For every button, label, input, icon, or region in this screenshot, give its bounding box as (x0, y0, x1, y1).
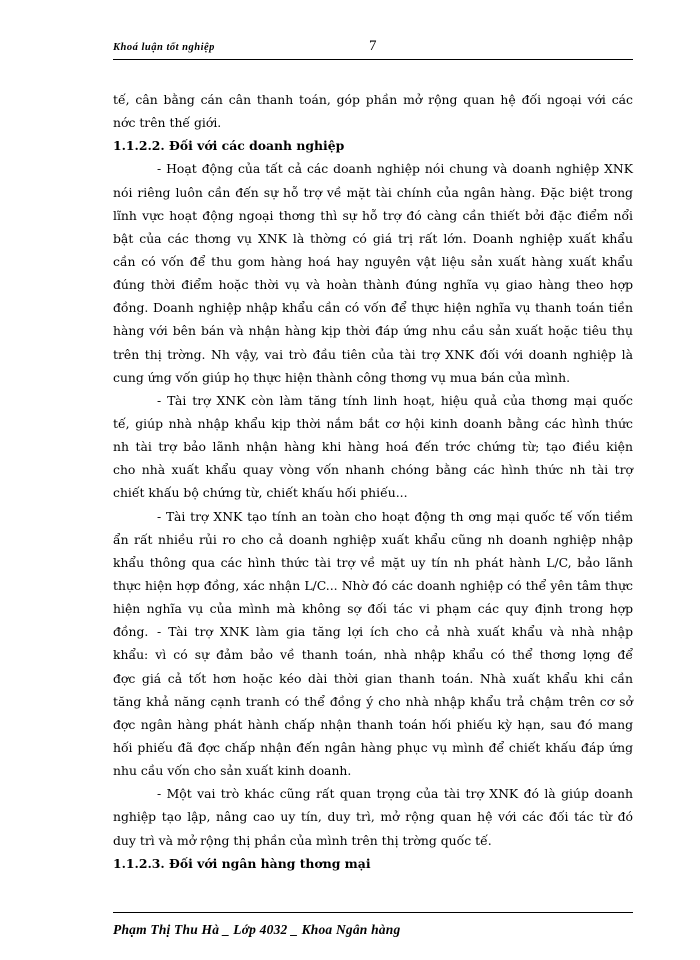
text-line: ẩn rất nhiều rủi ro cho cả doanh nghiệp xuất khẩu cũng nh doanh nghiệp nhập (113, 531, 633, 547)
text-line: hàng với bên bán và nhận hàng kịp thời đáp ứng nhu cầu sản xuất hoặc tiêu thụ (113, 323, 633, 339)
text-line: tế, cân bằng cán cân thanh toán, góp phần mở rộng quan hệ đối ngoại với các (113, 92, 633, 107)
text-line: thực hiện hợp đồng, xác nhận L/C... Nhờ đó các doanh nghiệp có thể yên tâm thực (113, 577, 633, 593)
text-line: nói riêng luôn cần đến sự hỗ trợ về mặt tài chính của ngân hàng. Đặc biệt trong (113, 184, 633, 200)
page-header (113, 38, 633, 58)
paragraph-start: - Một vai trò khác cũng rất quan trọng của tài trợ XNK đó là giúp doanh (157, 786, 633, 802)
paragraph-start: - Tài trợ XNK còn làm tăng tính linh hoạt, hiệu quả của thơng mại quốc (157, 392, 633, 408)
text-line: đợc ngân hàng phát hành chấp nhận thanh toán hối phiếu kỳ hạn, sau đó mang (113, 716, 633, 732)
text-line: chiết khấu bộ chứng từ, chiết khấu hối phiếu... (113, 485, 408, 501)
text-line: lĩnh vực hoạt động ngoại thơng thì sự hỗ trợ đó càng cần thiết bởi đặc điểm nổi (113, 207, 633, 223)
text-line: nghiệp tạo lập, nâng cao uy tín, duy trì, mở rộng quan hệ với các đối tác từ đó (113, 809, 633, 825)
header-divider (113, 59, 633, 60)
text-line: duy trì và mở rộng thị phần của mình trên thị trờng quốc tế. (113, 832, 492, 848)
section-heading: 1.1.2.3. Đối với ngân hàng thơng mại (113, 855, 371, 871)
text-line: hối phiếu đã đợc chấp nhận đến ngân hàng phục vụ mình để chiết khấu đáp ứng (113, 739, 633, 755)
text-line: đồng. Doanh nghiệp nhập khẩu cần có vốn để thực hiện nghĩa vụ thanh toán tiền (113, 300, 633, 316)
text-line: trên thị trờng. Nh vậy, vai trò đầu tiên của tài trợ XNK đối với doanh nghiệp là (113, 346, 633, 362)
text-line: cần có vốn để thu gom hàng hoá hay nguyên vật liệu sản xuất hàng xuất khẩu (113, 253, 633, 269)
document-body (113, 88, 633, 875)
paragraph-start: - Tài trợ XNK làm gia tăng lợi ích cho cả nhà xuất khẩu và nhà nhập (157, 624, 633, 640)
header-title: Khoá luận tốt nghiệp (113, 42, 215, 53)
text-line: tăng khả năng cạnh tranh có thể đồng ý cho nhà nhập khẩu trả chậm trên cơ sở (113, 693, 633, 709)
paragraph-start: - Tài trợ XNK tạo tính an toàn cho hoạt động th ơng mại quốc tế vốn tiềm (157, 508, 633, 524)
text-line: nhu cầu vốn cho sản xuất kinh doanh. (113, 763, 352, 779)
text-line: cung ứng vốn giúp họ thực hiện thành công thơng vụ mua bán của mình. (113, 369, 571, 385)
text-line: đợc giá cả tốt hơn hoặc kéo dài thời gian thanh toán. Nhà xuất khẩu khi cần (113, 670, 633, 686)
text-line: bật của các thơng vụ XNK là thờng có giá trị rất lớn. Doanh nghiệp xuất khẩu (113, 230, 633, 246)
text-line: đúng thời điểm hoặc thời vụ và hoàn thành đúng nghĩa vụ giao hàng theo hợp (113, 277, 633, 293)
footer-divider (113, 912, 633, 913)
text-line: nớc trên thế giới. (113, 115, 222, 131)
text-line: nh tài trợ bảo lãnh nhận hàng khi hàng hoá đến trớc chứng từ; tạo điều kiện (113, 439, 633, 455)
section-heading: 1.1.2.2. Đối với các doanh nghiệp (113, 138, 345, 154)
text-line: khẩu thông qua các hình thức tài trợ về mặt uy tín nh phát hành L/C, bảo lãnh (113, 554, 633, 570)
page-number: 7 (369, 38, 377, 54)
text-line: hiện nghĩa vụ của mình mà không sợ đối tác vi phạm các quy định trong hợp đồng. (113, 601, 633, 640)
text-line: cho nhà xuất khẩu quay vòng vốn nhanh chóng bằng các hình thức nh tài trợ (113, 462, 633, 478)
text-line: khẩu: vì có sự đảm bảo về thanh toán, nhà nhập khẩu có thể thơng lợng để (113, 647, 633, 663)
text-line: tế, giúp nhà nhập khẩu kịp thời nắm bắt cơ hội kinh doanh bằng các hình thức (113, 415, 633, 431)
page-footer: Phạm Thị Thu Hà _ Lớp 4032 _ Khoa Ngân hàng (113, 922, 401, 937)
paragraph-start: - Hoạt động của tất cả các doanh nghiệp nói chung và doanh nghiệp XNK (157, 161, 633, 177)
